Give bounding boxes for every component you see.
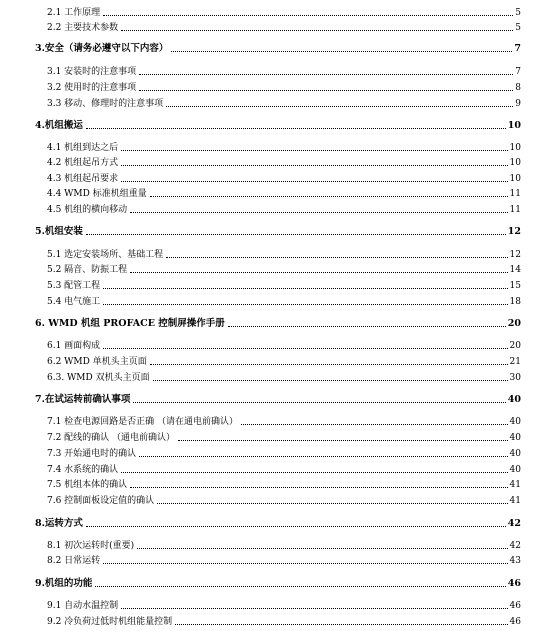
toc-entry-title: 6. WMD 机组 PROFACE 控制屏操作手册 — [35, 318, 225, 329]
dot-leader — [157, 503, 507, 504]
dot-leader — [153, 380, 508, 381]
toc-entry-title: 5.1 选定安装场所、基础工程 — [47, 250, 164, 260]
toc-section-entry[interactable] — [47, 262, 521, 276]
toc-entry-title: 4.1 机组到达之后 — [47, 143, 119, 153]
toc-chapter-entry[interactable] — [35, 41, 521, 55]
toc-page-number: 30 — [509, 373, 521, 383]
dot-leader — [130, 212, 507, 213]
toc-chapter-entry[interactable] — [35, 118, 521, 132]
toc-chapter-entry[interactable] — [35, 224, 521, 238]
toc-section-entry[interactable] — [47, 294, 521, 308]
toc-entry-title: 8.运转方式 — [35, 518, 83, 529]
toc-entry-title: 7.5 机组本体的确认 — [47, 480, 128, 490]
toc-entry-title: 3.安全（请务必遵守以下内容） — [35, 43, 169, 54]
dot-leader — [86, 234, 506, 235]
toc-page-number: 42 — [509, 541, 521, 551]
toc-section-entry[interactable] — [47, 538, 521, 552]
dot-leader — [166, 106, 513, 107]
dot-leader — [103, 348, 507, 349]
toc-entry-title: 4.5 机组的横向移动 — [47, 205, 128, 215]
toc-page-number: 40 — [507, 394, 521, 405]
toc-section-entry[interactable] — [47, 614, 521, 628]
toc-entry-title: 6.2 WMD 单机头主页面 — [47, 357, 147, 367]
toc-page-number: 5 — [515, 8, 521, 18]
dot-leader — [133, 402, 505, 403]
dot-leader — [86, 128, 506, 129]
toc-entry-title: 5.3 配管工程 — [47, 281, 101, 291]
toc-entry-title: 7.在试运转前确认事项 — [35, 394, 131, 405]
dot-leader — [103, 563, 507, 564]
toc-section-entry[interactable] — [47, 80, 521, 94]
dot-leader — [171, 51, 512, 52]
toc-section-entry[interactable] — [47, 477, 521, 491]
toc-entry-title: 6.3. WMD 双机头主页面 — [47, 373, 150, 383]
toc-entry-title: 9.机组的功能 — [35, 578, 93, 589]
toc-entry-title: 7.3 开始通电时的确认 — [47, 449, 137, 459]
toc-page-number: 7 — [515, 67, 521, 77]
toc-entry-title: 3.3 移动、修理时的注意事项 — [47, 99, 164, 109]
toc-page-number: 10 — [509, 158, 521, 168]
toc-page-number: 40 — [509, 417, 521, 427]
toc-page-number: 20 — [509, 341, 521, 351]
toc-section-entry[interactable] — [47, 493, 521, 507]
dot-leader — [103, 304, 507, 305]
toc-section-entry[interactable] — [47, 96, 521, 110]
toc-page-number: 10 — [509, 174, 521, 184]
toc-entry-title: 4.2 机组起吊方式 — [47, 158, 119, 168]
toc-section-entry[interactable] — [47, 338, 521, 352]
toc-entry-title: 4.4 WMD 标准机组重量 — [47, 189, 147, 199]
toc-entry-title: 3.2 使用时的注意事项 — [47, 83, 137, 93]
toc-entry-title: 7.4 水系统的确认 — [47, 465, 119, 475]
dot-leader — [121, 150, 507, 151]
toc-page-number: 7 — [514, 43, 521, 54]
dot-leader — [139, 90, 513, 91]
toc-page-number: 11 — [509, 189, 521, 199]
toc-chapter-entry[interactable] — [35, 392, 521, 406]
dot-leader — [178, 440, 508, 441]
toc-page-number: 40 — [509, 433, 521, 443]
toc-entry-title: 3.1 安装时的注意事项 — [47, 67, 137, 77]
toc-page-number: 18 — [509, 297, 521, 307]
toc-entry-title: 7.6 控制面板设定值的确认 — [47, 496, 155, 506]
toc-page-number: 9 — [515, 99, 521, 109]
toc-entry-title: 9.1 自动水温控制 — [47, 601, 119, 611]
toc-entry-title: 8.2 日常运转 — [47, 556, 101, 566]
dot-leader — [139, 456, 507, 457]
toc-page-number: 43 — [509, 556, 521, 566]
toc-section-entry[interactable] — [47, 446, 521, 460]
dot-leader — [139, 74, 513, 75]
dot-leader — [130, 272, 507, 273]
dot-leader — [175, 624, 507, 625]
dot-leader — [166, 257, 507, 258]
dot-leader — [150, 196, 508, 197]
toc-entry-title: 7.2 配线的确认 （通电前确认） — [47, 433, 176, 443]
dot-leader — [150, 364, 508, 365]
dot-leader — [121, 165, 507, 166]
toc-section-entry[interactable] — [47, 370, 521, 384]
toc-page-number: 11 — [509, 205, 521, 215]
toc-page-number: 10 — [507, 120, 521, 131]
toc-page-number: 41 — [509, 496, 521, 506]
dot-leader — [130, 487, 507, 488]
toc-section-entry[interactable] — [47, 155, 521, 169]
toc-section-entry[interactable] — [47, 247, 521, 261]
toc-entry-title: 9.2 冷负荷过低时机组能量控制 — [47, 617, 173, 627]
toc-section-entry[interactable] — [47, 278, 521, 292]
toc-chapter-entry[interactable] — [35, 576, 521, 590]
toc-entry-title: 5.机组安装 — [35, 226, 83, 237]
toc-page-number: 21 — [509, 357, 521, 367]
toc-entry-title: 5.2 隔音、防振工程 — [47, 265, 128, 275]
toc-section-entry[interactable] — [47, 140, 521, 154]
toc-page-number: 5 — [515, 23, 521, 33]
toc-section-entry[interactable] — [47, 20, 521, 34]
toc-page-number: 14 — [509, 265, 521, 275]
toc-section-entry[interactable] — [47, 5, 521, 19]
dot-leader — [121, 30, 513, 31]
toc-page-number: 46 — [507, 578, 521, 589]
toc-page-number: 40 — [509, 465, 521, 475]
dot-leader — [137, 548, 507, 549]
toc-entry-title: 5.4 电气施工 — [47, 297, 101, 307]
toc-entry-title: 8.1 初次运转时(重要) — [47, 541, 135, 551]
dot-leader — [103, 288, 507, 289]
dot-leader — [95, 586, 505, 587]
dot-leader — [241, 424, 508, 425]
dot-leader — [103, 15, 513, 16]
toc-entry-title: 4.3 机组起吊要求 — [47, 174, 119, 184]
dot-leader — [228, 326, 506, 327]
toc-entry-title: 6.1 画面构成 — [47, 341, 101, 351]
toc-entry-title: 2.2 主要技术参数 — [47, 23, 119, 33]
toc-chapter-entry[interactable] — [35, 516, 521, 530]
toc-entry-title: 7.1 检查电源回路是否正确 （请在通电前确认） — [47, 417, 239, 427]
toc-page-number: 15 — [509, 281, 521, 291]
toc-page-number: 41 — [509, 480, 521, 490]
toc-section-entry[interactable] — [47, 430, 521, 444]
toc-page-number: 20 — [507, 318, 521, 329]
toc-entry-title: 2.1 工作原理 — [47, 8, 101, 18]
toc-page-number: 42 — [507, 518, 521, 529]
toc-section-entry[interactable] — [47, 202, 521, 216]
toc-section-entry[interactable] — [47, 462, 521, 476]
dot-leader — [86, 526, 506, 527]
toc-section-entry[interactable] — [47, 64, 521, 78]
dot-leader — [121, 181, 507, 182]
toc-section-entry[interactable] — [47, 414, 521, 428]
toc-page-number: 46 — [509, 601, 521, 611]
toc-section-entry[interactable] — [47, 598, 521, 612]
toc-chapter-entry[interactable] — [35, 316, 521, 330]
toc-page-number: 8 — [515, 83, 521, 93]
dot-leader — [121, 608, 507, 609]
dot-leader — [121, 472, 507, 473]
toc-page-number: 40 — [509, 449, 521, 459]
toc-page-number: 12 — [507, 226, 521, 237]
toc-page-number: 10 — [509, 143, 521, 153]
toc-section-entry[interactable] — [47, 354, 521, 368]
toc-entry-title: 4.机组搬运 — [35, 120, 83, 131]
toc-section-entry[interactable] — [47, 171, 521, 185]
toc-section-entry[interactable] — [47, 553, 521, 567]
toc-page-number: 46 — [509, 617, 521, 627]
toc-page-number: 12 — [509, 250, 521, 260]
toc-section-entry[interactable] — [47, 186, 521, 200]
